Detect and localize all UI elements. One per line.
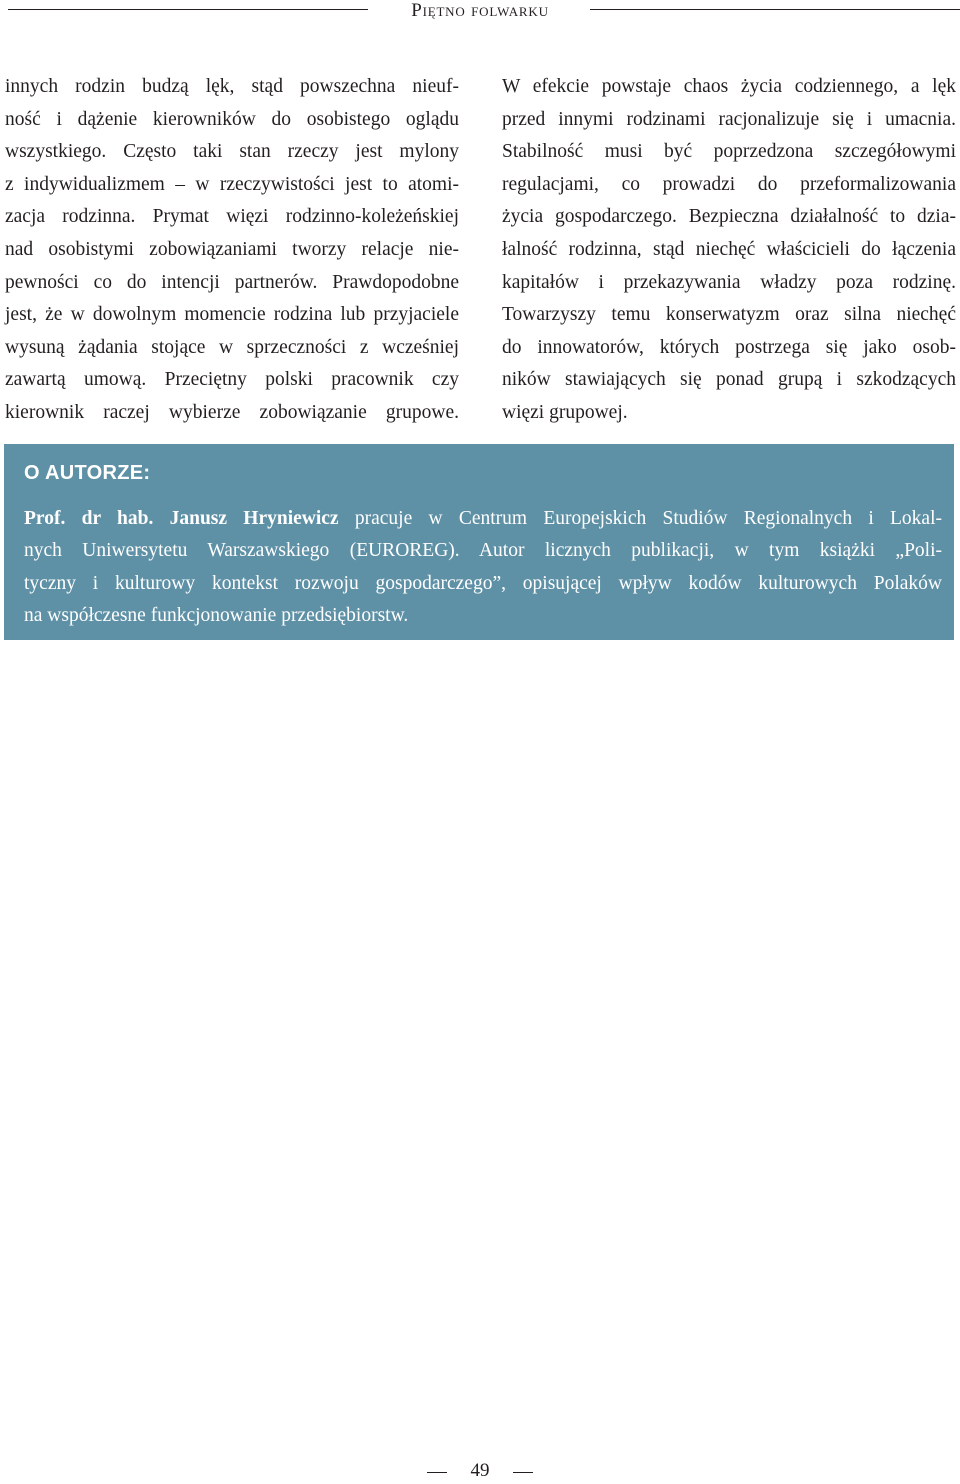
text-line: zawartą umową. Przeciętny polski pracownik czy bbox=[5, 369, 459, 391]
text-line: wysuną żądania stojące w sprzeczności z wcześniej bbox=[5, 336, 459, 358]
header-rule-right bbox=[590, 9, 960, 10]
text-line: pewności co do intencji partnerów. Prawdopodobne bbox=[5, 271, 459, 293]
author-bio bbox=[24, 503, 942, 632]
text-line: z indywidualizmem – w rzeczywistości jest to atomi- bbox=[5, 173, 459, 195]
text-line: ników stawiających się ponad grupą i szkodzących bbox=[502, 369, 956, 391]
text-line: zacja rodzinna. Prymat więzi rodzinno-koleżeńskiej bbox=[5, 206, 459, 228]
text-line: regulacjami, co prowadzi do przeformalizowania bbox=[502, 173, 956, 195]
author-bio-line: na współczesne funkcjonowanie przedsiębiorstw. bbox=[24, 604, 409, 626]
text-line: życia gospodarczego. Bezpieczna działalność to dzia- bbox=[502, 206, 956, 228]
text-line: kierownik raczej wybierze zobowiązanie grupowe. bbox=[5, 401, 459, 423]
running-header-title: Piętno folwarku bbox=[411, 0, 549, 21]
text-line: do innowatorów, których postrzega się jako osob- bbox=[502, 336, 956, 358]
author-bio-line: tyczny i kulturowy kontekst rozwoju gospodarczego”, opisującej wpływ kodów kulturowych Polaków bbox=[24, 572, 942, 594]
text-line: kapitałów i przekazywania władzy poza rodzinę. bbox=[502, 271, 956, 293]
author-bio-line: nych Uniwersytetu Warszawskiego (EUROREG). Autor licznych publikacji, w tym książki „Poli- bbox=[24, 540, 942, 562]
text-line: wszystkiego. Często taki stan rzeczy jest mylony bbox=[5, 141, 459, 163]
text-line: W efekcie powstaje chaos życia codziennego, a lęk bbox=[502, 76, 956, 97]
body-column-left bbox=[5, 71, 459, 430]
text-line: Towarzyszy temu konserwatyzm oraz silna niechęć bbox=[502, 304, 956, 326]
running-header bbox=[0, 0, 960, 28]
text-line: ność i dążenie kierowników do osobistego oglądu bbox=[5, 108, 459, 130]
page-footer bbox=[0, 1458, 960, 1484]
text-line: Stabilność musi być poprzedzona szczegółowymi bbox=[502, 141, 956, 163]
footer-dash-right bbox=[513, 1472, 533, 1473]
text-line: przed innymi rodzinami racjonalizuje się i umacnia. bbox=[502, 108, 956, 130]
text-line: więzi grupowej. bbox=[502, 401, 628, 423]
author-box-title: O AUTORZE: bbox=[24, 462, 151, 484]
footer-dash-left bbox=[427, 1472, 447, 1473]
page-number: 49 bbox=[470, 1460, 490, 1481]
text-line: łalność rodzinna, stąd niechęć właścicieli do łączenia bbox=[502, 238, 956, 260]
text-line: nad osobistymi zobowiązaniami tworzy relacje nie- bbox=[5, 238, 459, 260]
text-line: innych rodzin budzą lęk, stąd powszechna nieuf- bbox=[5, 76, 459, 97]
body-column-right bbox=[502, 71, 956, 430]
author-bio-text: pracuje w Centrum Europejskich Studiów Regionalnych i Lokal- bbox=[338, 508, 943, 529]
author-degree: Prof. dr hab. bbox=[24, 508, 154, 529]
author-bio-line bbox=[24, 503, 942, 535]
author-name: Janusz Hryniewicz bbox=[169, 508, 339, 529]
header-rule-left bbox=[8, 9, 368, 10]
author-info-box bbox=[4, 444, 954, 640]
text-line: jest, że w dowolnym momencie rodzina lub przyjaciele bbox=[5, 304, 459, 326]
